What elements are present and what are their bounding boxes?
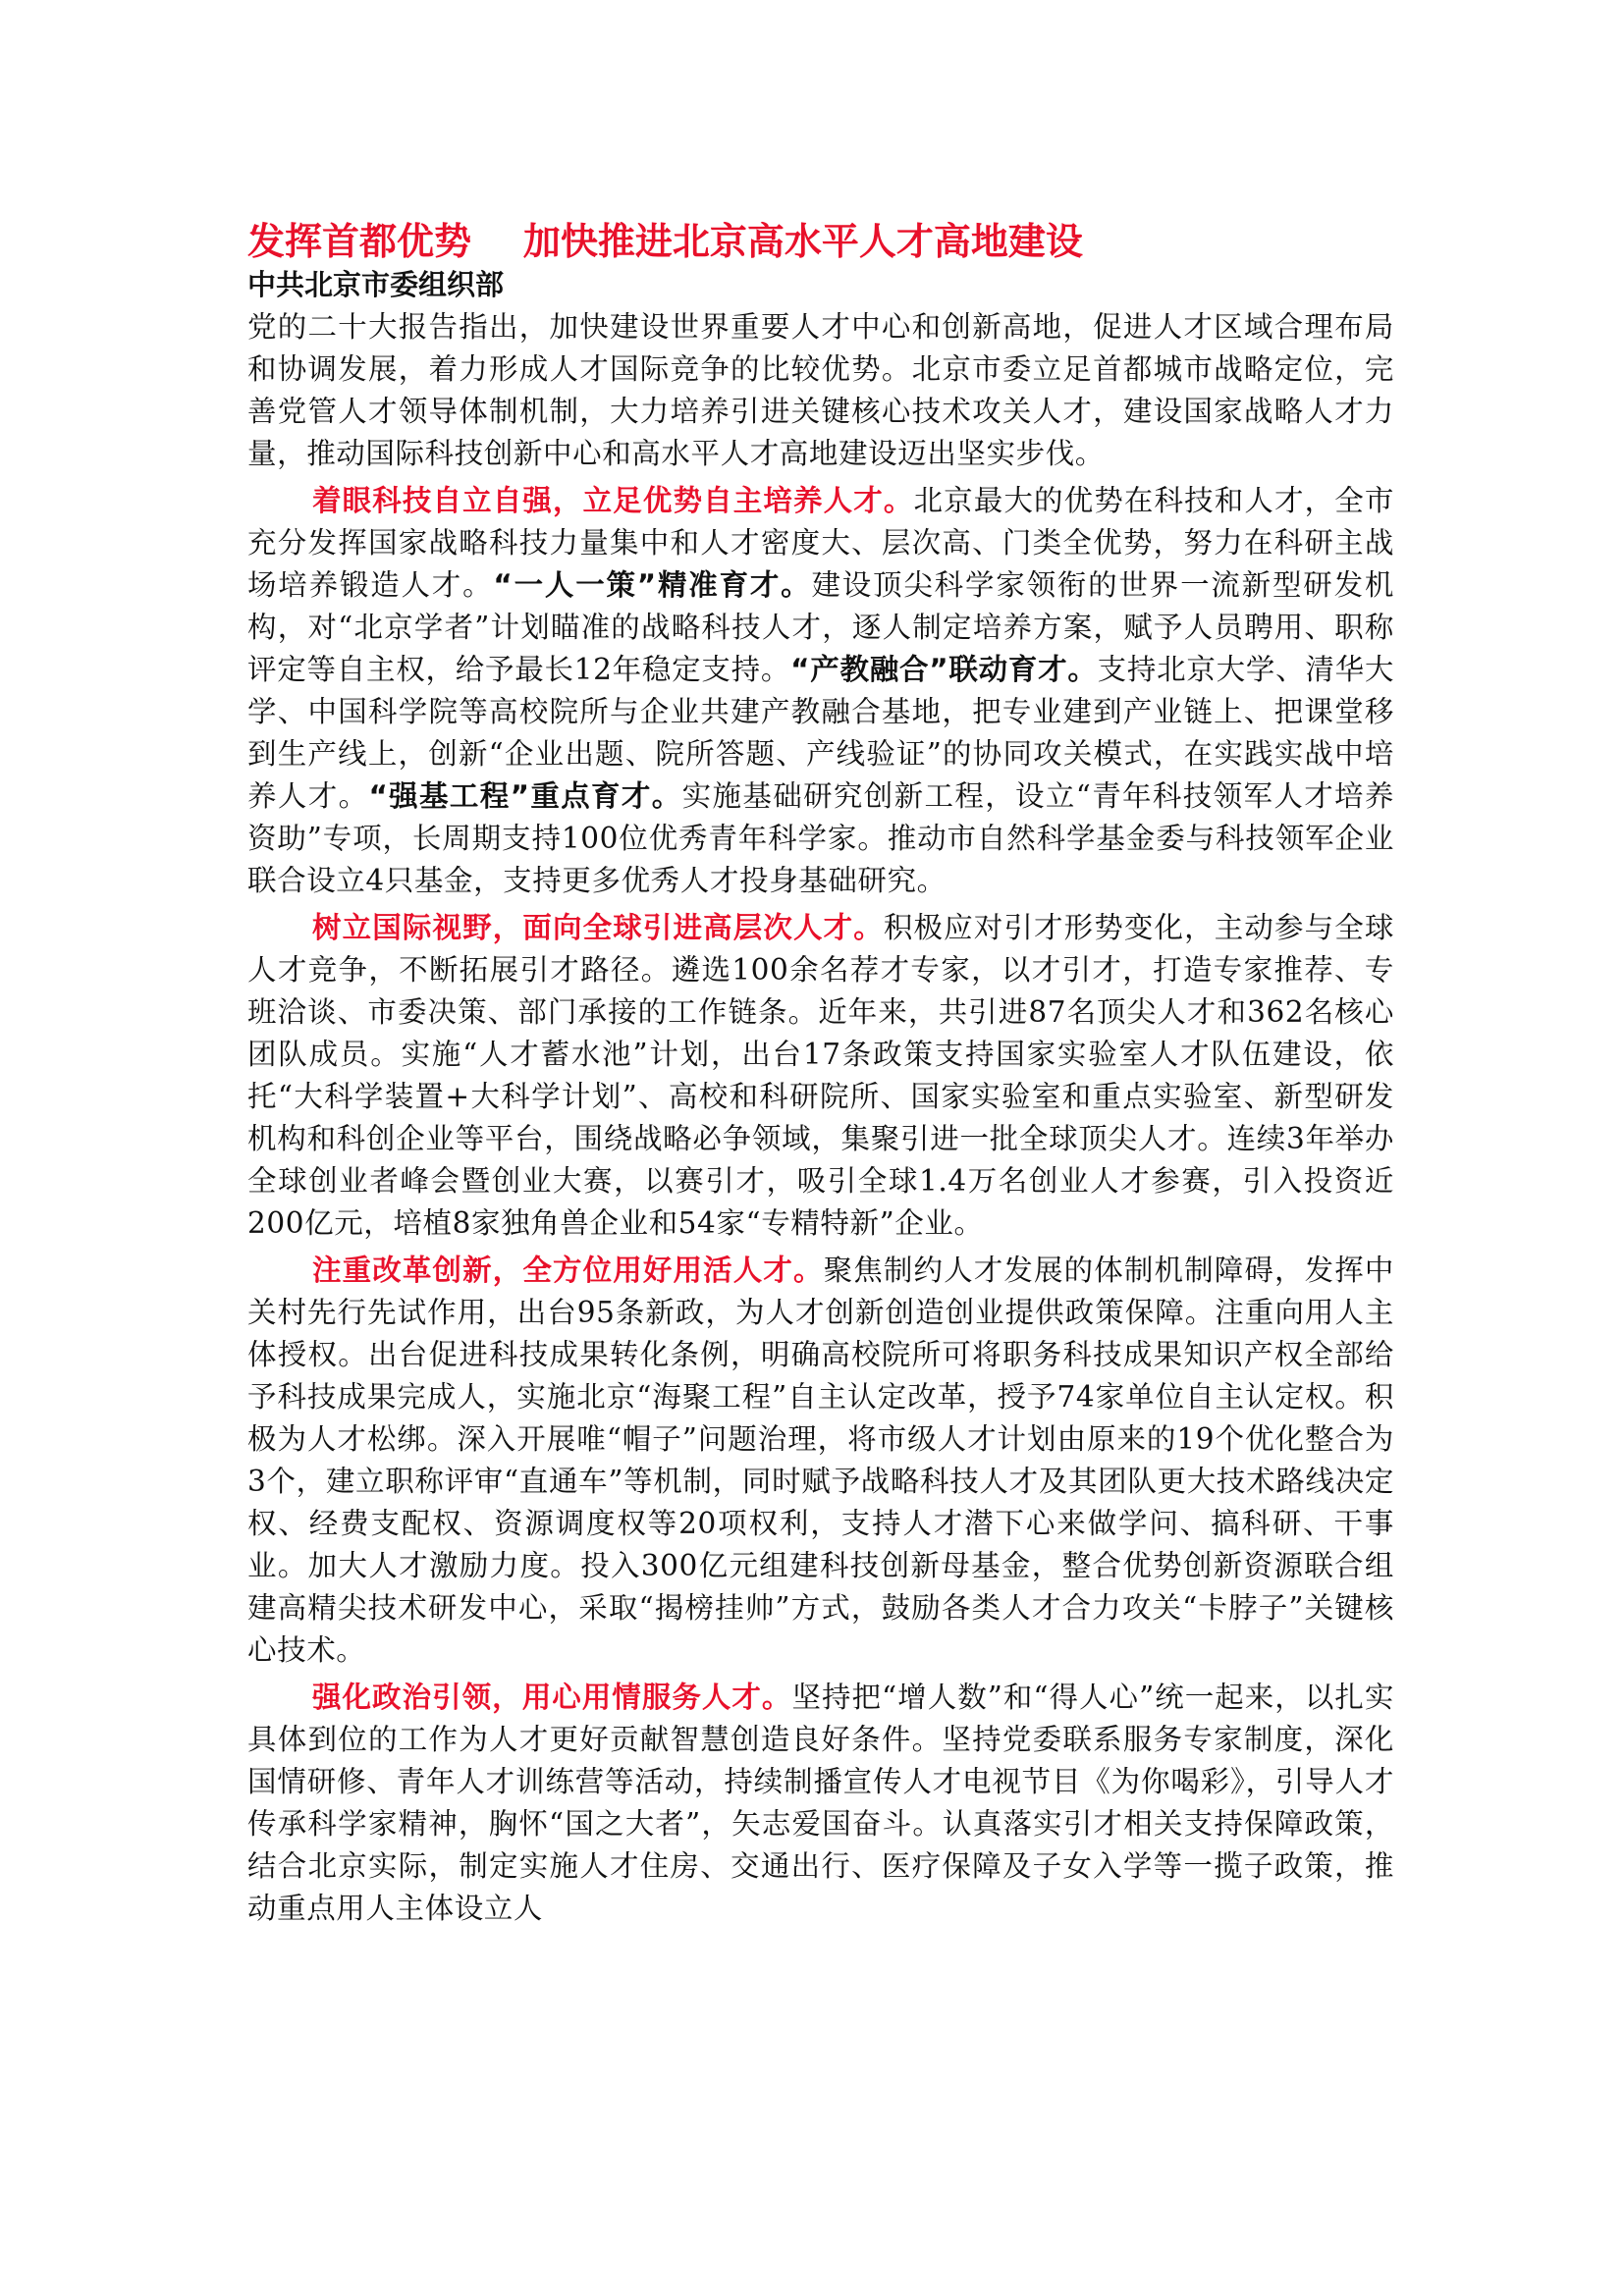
section-text: 建设顶尖科学家领衔的世界一流新型研发机构，对“北京学者”计划瞄准的战略科技人才，逐人制定培养方案，赋予人员聘用、职称评定等自主权，给予最长12年稳定支持。	[247, 568, 1394, 686]
section-heading-3: 注重改革创新，全方位用好用活人才。	[312, 1254, 824, 1287]
section-text: 支持北京大学、清华大学、中国科学院等高校院所与企业共建产教融合基地，把专业建到产业链上、把课堂移到生产线上，创新“企业出题、院所答题、产线验证”的协同攻关模式，在实践实战中培养人才。	[247, 653, 1394, 813]
subheading: “强基工程”重点育才。	[368, 779, 682, 813]
section-paragraph-1	[247, 480, 1394, 902]
article-author: 中共北京市委组织部	[247, 268, 505, 301]
section-paragraph-3	[247, 1250, 1394, 1672]
intro-paragraph: 党的二十大报告指出，加快建设世界重要人才中心和创新高地，促进人才区域合理布局和协调发展，着力形成人才国际竞争的比较优势。北京市委立足首都城市战略定位，完善党管人才领导体制机制，大力培养引进关键核心技术攻关人才，建设国家战略人才力量，推动国际科技创新中心和高水平人才高地建设迈出坚实步伐。	[247, 310, 1394, 470]
section-heading-4: 强化政治引领，用心用情服务人才。	[312, 1681, 792, 1714]
section-text: 坚持把“增人数”和“得人心”统一起来，以扎实具体到位的工作为人才更好贡献智慧创造良好条件。坚持党委联系服务专家制度，深化国情研修、青年人才训练营等活动，持续制播宣传人才电视节目《为你喝彩》，引导人才传承科学家精神，胸怀“国之大者”，矢志爱国奋斗。认真落实引才相关支持保障政策，结合北京实际，制定实施人才住房、交通出行、医疗保障及子女入学等一揽子政策，推动重点用人主体设立人	[247, 1681, 1394, 1925]
section-heading-2: 树立国际视野，面向全球引进高层次人才。	[312, 911, 884, 944]
article-title: 发挥首都优势 加快推进北京高水平人才高地建设	[247, 220, 1083, 263]
section-text: 北京最大的优势在科技和人才，全市充分发挥国家战略科技力量集中和人才密度大、层次高、门类全优势，努力在科研主战场培养锻造人才。	[247, 484, 1394, 602]
subheading: “产教融合”联动育才。	[790, 653, 1098, 686]
section-text: 实施基础研究创新工程，设立“青年科技领军人才培养资助”专项，长周期支持100位优秀青年科学家。推动市自然科学基金委与科技领军企业联合设立4只基金，支持更多优秀人才投身基础研究。	[247, 779, 1395, 897]
section-paragraph-4	[247, 1677, 1394, 1930]
section-text: 聚焦制约人才发展的体制机制障碍，发挥中关村先行先试作用，出台95条新政，为人才创新创造创业提供政策保障。注重向用人主体授权。出台促进科技成果转化条例，明确高校院所可将职务科技成果知识产权全部给予科技成果完成人，实施北京“海聚工程”自主认定改革，授予74家单位自主认定权。积极为人才松绑。深入开展唯“帽子”问题治理，将市级人才计划由原来的19个优化整合为3个，建立职称评审“直通车”等机制，同时赋予战略科技人才及其团队更大技术路线决定权、经费支配权、资源调度权等20项权利，支持人才潜下心来做学问、搞科研、干事业。加大人才激励力度。投入300亿元组建科技创新母基金，整合优势创新资源联合组建高精尖技术研发中心，采取“揭榜挂帅”方式，鼓励各类人才合力攻关“卡脖子”关键核心技术。	[247, 1254, 1394, 1667]
document-page	[247, 218, 1394, 1930]
subheading: “一人一策”精准育才。	[493, 568, 812, 602]
section-text: 积极应对引才形势变化，主动参与全球人才竞争，不断拓展引才路径。遴选100余名荐才专家，以才引才，打造专家推荐、专班洽谈、市委决策、部门承接的工作链条。近年来，共引进87名顶尖人才和362名核心团队成员。实施“人才蓄水池”计划，出台17条政策支持国家实验室人才队伍建设，依托“大科学装置+大科学计划”、高校和科研院所、国家实验室和重点实验室、新型研发机构和科创企业等平台，围绕战略必争领域，集聚引进一批全球顶尖人才。连续3年举办全球创业者峰会暨创业大赛，以赛引才，吸引全球1.4万名创业人才参赛，引入投资近200亿元，培植8家独角兽企业和54家“专精特新”企业。	[247, 911, 1394, 1240]
section-paragraph-2	[247, 907, 1394, 1245]
section-heading-1: 着眼科技自立自强，立足优势自主培养人才。	[312, 484, 914, 517]
